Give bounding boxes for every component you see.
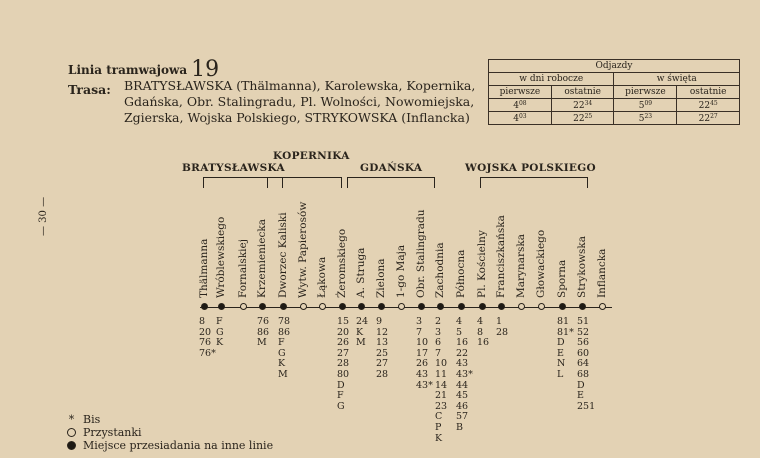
col-last-weekday: ostatnie <box>551 86 614 99</box>
line-number: 6 <box>435 337 442 349</box>
line-number: K <box>278 358 286 370</box>
line-number: K <box>435 432 443 444</box>
line-number: 7 <box>435 347 442 359</box>
col-first-holiday: pierwsze <box>614 86 677 99</box>
stop-lines <box>199 317 216 359</box>
line-number: B <box>456 421 463 433</box>
line-number: F <box>337 390 344 402</box>
line-label: Linia tramwajowa <box>68 63 188 77</box>
stop-icon <box>240 303 247 310</box>
stop-lines <box>577 317 595 412</box>
stop-icon <box>599 303 606 310</box>
transfer-stop-icon <box>559 303 566 310</box>
transfer-stop-icon <box>437 303 444 310</box>
line-number: 13 <box>376 337 389 349</box>
transfer-stop-icon <box>378 303 385 310</box>
bracket-wojska-polskiego <box>480 177 588 188</box>
stop-icon <box>300 303 307 310</box>
line-number: 9 <box>376 316 383 327</box>
line-number: 76 <box>199 337 212 349</box>
transfer-stop-icon <box>201 303 208 310</box>
group-label-bratyslawska: BRATYSŁAWSKA <box>182 162 285 174</box>
line-number: 4 <box>477 316 484 327</box>
line-number: 20 <box>337 326 350 338</box>
line-number: 81 <box>557 316 570 327</box>
line-number: 43* <box>456 368 473 380</box>
line-number: 60 <box>577 347 590 359</box>
stop-name: Wróblewskiego <box>215 216 227 298</box>
line-number: 19 <box>191 57 220 82</box>
transfer-stop-icon <box>418 303 425 310</box>
line-number: 28 <box>337 358 350 370</box>
transfer-stop-icon <box>479 303 486 310</box>
line-number: 64 <box>577 358 590 370</box>
legend-bis <box>66 413 100 426</box>
line-number: 8 <box>199 316 206 327</box>
stop-lines <box>496 317 508 338</box>
line-number: 2 <box>435 316 442 327</box>
stop-lines <box>257 317 269 349</box>
line-number: L <box>557 368 564 380</box>
transfer-stop-icon <box>280 303 287 310</box>
line-number: 16 <box>456 337 469 349</box>
departure-time: $22^{25}$ <box>551 112 614 125</box>
stop-name: Wytw. Papierosów <box>297 201 309 298</box>
line-number: M <box>257 337 267 349</box>
line-number: D <box>577 379 585 391</box>
line-number: 28 <box>376 368 389 380</box>
transfer-stop-icon <box>498 303 505 310</box>
line-number: G <box>278 347 286 359</box>
page-number: — 30 — <box>38 196 49 236</box>
line-number: 24 <box>356 316 369 327</box>
line-number: 7 <box>416 326 423 338</box>
stop-icon <box>538 303 545 310</box>
line-number: 10 <box>435 358 448 370</box>
line-number: 27 <box>376 358 389 370</box>
departure-time: $4^{08}$ <box>489 99 552 112</box>
col-first-weekday: pierwsze <box>489 86 552 99</box>
line-number: 21 <box>435 390 448 402</box>
line-number: E <box>557 347 564 359</box>
stop-lines <box>477 317 489 349</box>
departure-time: $22^{45}$ <box>677 99 740 112</box>
line-number: 81* <box>557 326 574 338</box>
line-number: 26 <box>416 358 429 370</box>
line-number: 52 <box>577 326 590 338</box>
stop-name: Łąkowa <box>316 256 328 298</box>
stop-name: A. Struga <box>355 247 367 298</box>
line-number: 45 <box>456 390 469 402</box>
line-number: 1 <box>496 316 503 327</box>
departure-time: $22^{34}$ <box>551 99 614 112</box>
departure-time: $5^{09}$ <box>614 99 677 112</box>
stop-lines <box>216 317 224 349</box>
departure-time: $22^{27}$ <box>677 112 740 125</box>
stop-lines <box>557 317 574 381</box>
stop-name: Strykowska <box>576 235 588 298</box>
stop-lines <box>356 317 368 349</box>
legend-transfer-label: Miejsce przesiadania na inne linie <box>83 439 274 452</box>
bracket-kopernika <box>267 177 342 188</box>
legend-transfer <box>66 439 273 452</box>
transfer-stop-icon <box>458 303 465 310</box>
departures-title: Odjazdy <box>489 60 740 73</box>
group-label-kopernika: KOPERNIKA <box>273 150 350 162</box>
line-number: 43* <box>416 379 433 391</box>
filled-circle-icon <box>67 441 76 450</box>
line-number: 4 <box>456 316 463 327</box>
stop-name: Zielona <box>375 258 387 298</box>
departures-table <box>488 59 740 125</box>
line-number: 3 <box>435 326 442 338</box>
stop-name: Północna <box>455 249 467 298</box>
line-number: 10 <box>416 337 429 349</box>
line-number: 22 <box>456 347 469 359</box>
line-number: 14 <box>435 379 448 391</box>
transfer-stop-icon <box>259 303 266 310</box>
open-circle-icon <box>67 428 76 437</box>
line-number: D <box>557 337 565 349</box>
line-number: 25 <box>376 347 389 359</box>
line-number: 43 <box>456 358 469 370</box>
line-number: 44 <box>456 379 469 391</box>
legend-stop-label: Przystanki <box>83 426 142 439</box>
line-number: F <box>278 337 285 349</box>
stop-name: Franciszkańska <box>495 215 507 298</box>
line-number: M <box>356 337 366 349</box>
group-label-wojska-polskiego: WOJSKA POLSKIEGO <box>465 162 596 174</box>
line-number: 57 <box>456 411 469 423</box>
line-number: 16 <box>477 337 490 349</box>
transfer-stop-icon <box>579 303 586 310</box>
stop-lines <box>456 317 473 434</box>
legend-bis-label: Bis <box>83 413 101 426</box>
transfer-stop-icon <box>339 303 346 310</box>
line-number: C <box>435 411 443 423</box>
line-number: 17 <box>416 347 429 359</box>
line-number: 76 <box>257 316 270 327</box>
line-number: 46 <box>456 400 469 412</box>
line-number: 12 <box>376 326 389 338</box>
line-number: 5 <box>456 326 463 338</box>
line-number: 20 <box>199 326 212 338</box>
stop-lines <box>416 317 433 391</box>
line-number: N <box>557 358 566 370</box>
stop-name: Żeromskiego <box>336 228 348 298</box>
line-number: P <box>435 421 442 433</box>
route-label: Trasa: <box>68 82 111 97</box>
legend-bis-symbol: * <box>68 413 75 426</box>
transfer-stop-icon <box>358 303 365 310</box>
stop-icon <box>518 303 525 310</box>
stop-name: Głowackiego <box>535 229 547 298</box>
line-number: D <box>337 379 345 391</box>
route-description: BRATYSŁAWSKA (Thälmanna), Karolewska, Kopernika, Gdańska, Obr. Stalingradu, Pl. Wolności, Nowomiejska, Zgierska, Wojska Polskiego, STRYKOWSKA (Inflancka) <box>124 78 476 125</box>
departure-time: $4^{03}$ <box>489 112 552 125</box>
stop-lines <box>376 317 388 381</box>
departure-row <box>489 99 740 112</box>
weekday-header: w dni robocze <box>489 73 614 86</box>
stop-lines <box>337 317 349 412</box>
line-number: 68 <box>577 368 590 380</box>
stop-icon <box>398 303 405 310</box>
stop-name: Sporna <box>556 259 568 298</box>
line-number: E <box>577 390 584 402</box>
line-number: 28 <box>496 326 509 338</box>
holiday-header: w święta <box>614 73 740 86</box>
line-number: 27 <box>337 347 350 359</box>
departure-time: $5^{23}$ <box>614 112 677 125</box>
line-number: G <box>337 400 345 412</box>
stop-name: Inflancka <box>596 248 608 298</box>
line-number: 51 <box>577 316 590 327</box>
line-number: M <box>278 368 288 380</box>
line-number: 251 <box>577 400 596 412</box>
line-number: F <box>216 316 223 327</box>
line-number: 78 <box>278 316 291 327</box>
line-number: 76* <box>199 347 216 359</box>
stop-name: Obr. Stalingradu <box>415 209 427 298</box>
stop-lines <box>435 317 447 444</box>
stop-icon <box>319 303 326 310</box>
line-number: 3 <box>416 316 423 327</box>
col-last-holiday: ostatnie <box>677 86 740 99</box>
line-number: 11 <box>435 368 448 380</box>
stop-name: 1-go Maja <box>395 244 407 298</box>
line-number: K <box>356 326 364 338</box>
legend-stop <box>66 426 142 439</box>
stop-name: Zachodnia <box>434 242 446 298</box>
line-number: K <box>216 337 224 349</box>
stop-name: Thälmanna <box>198 238 210 298</box>
line-number: 43 <box>416 368 429 380</box>
line-number: 56 <box>577 337 590 349</box>
departure-row <box>489 112 740 125</box>
stop-lines <box>278 317 290 381</box>
stop-name: Fornalskiej <box>237 238 249 298</box>
line-number: 86 <box>278 326 291 338</box>
stop-name: Dworzec Kaliski <box>277 212 289 298</box>
bracket-gdanska <box>347 177 435 188</box>
transfer-stop-icon <box>218 303 225 310</box>
stop-name: Krzemieniecka <box>256 219 268 298</box>
line-number: G <box>216 326 224 338</box>
group-label-gdanska: GDAŃSKA <box>360 162 423 174</box>
line-number: 8 <box>477 326 484 338</box>
stop-name: Pl. Kościelny <box>476 230 488 298</box>
line-number: 15 <box>337 316 350 327</box>
line-number: 80 <box>337 368 350 380</box>
line-number: 86 <box>257 326 270 338</box>
line-number: 26 <box>337 337 350 349</box>
line-number: 23 <box>435 400 448 412</box>
stop-name: Marynarska <box>515 233 527 298</box>
